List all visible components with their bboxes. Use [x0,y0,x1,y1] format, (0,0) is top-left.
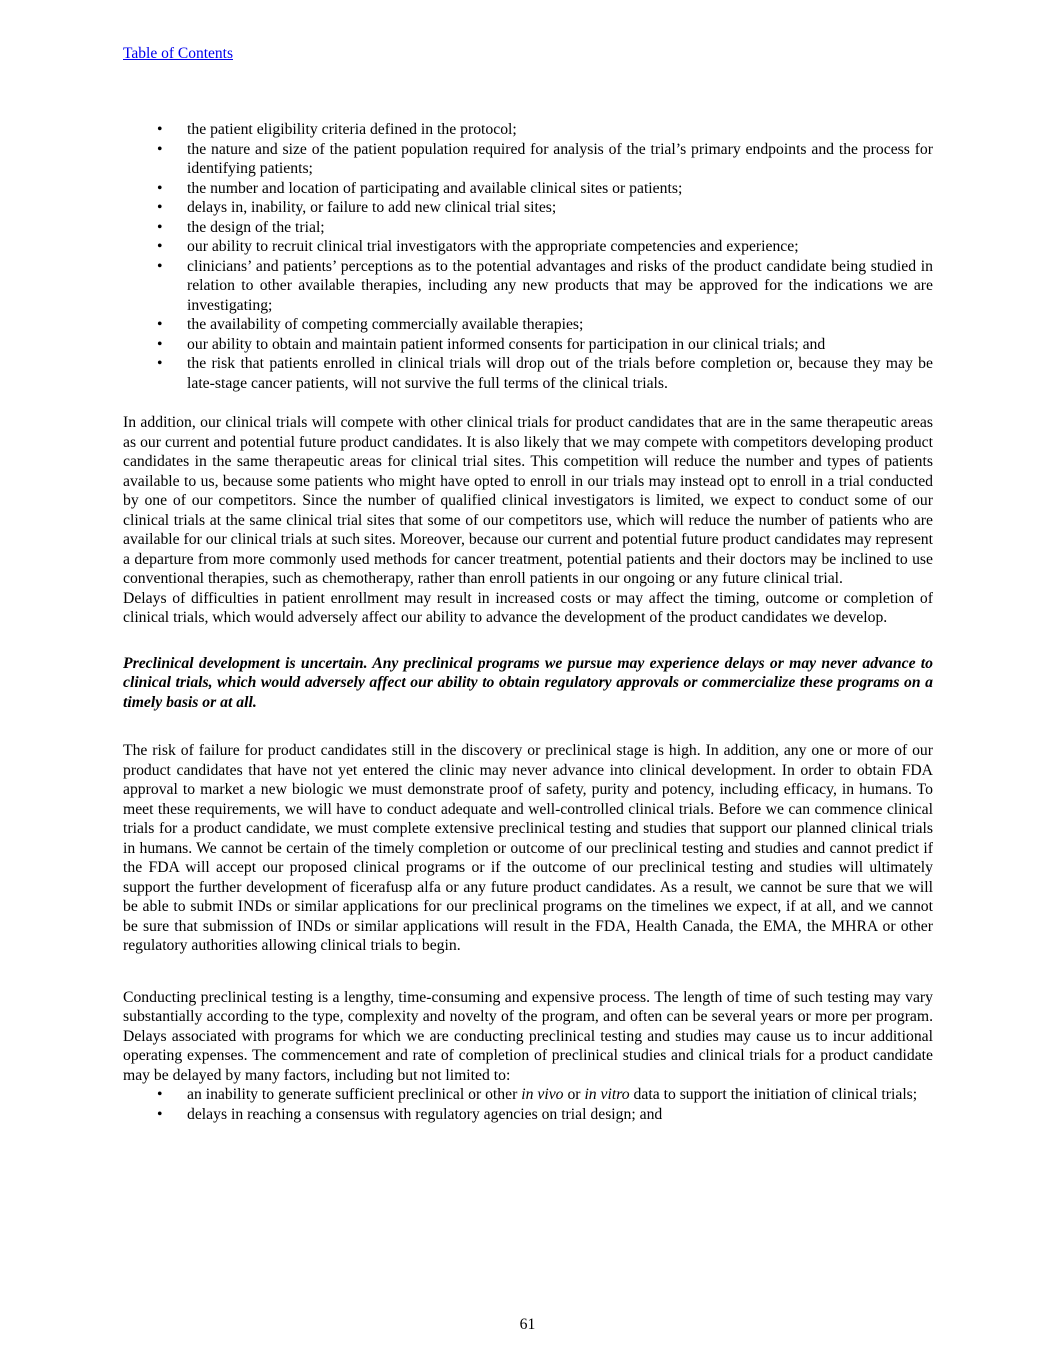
list-item-text: delays in reaching a consensus with regulatory agencies on trial design; and [187,1105,663,1123]
table-of-contents-link[interactable]: Table of Contents [123,45,233,62]
list-item [123,218,933,238]
list-item [123,198,933,218]
text-segment-italic: in vivo [521,1086,564,1103]
paragraph-enrollment-delays: Delays of difficulties in patient enrollment may result in increased costs or may affect the timing, outcome or completion of clinical trials, which would adversely affect our ability to advance the development of the product candidates we develop. [123,589,933,626]
list-item-text: the design of the trial; [187,218,325,236]
list-item [123,335,933,355]
page-body-text [123,120,933,1124]
list-item-text [187,1086,917,1103]
list-item [123,237,933,257]
text-segment-italic: in vitro [584,1086,630,1103]
bullet-icon: • [157,121,163,138]
bullet-icon: • [157,355,163,372]
bullet-icon: • [157,238,163,255]
paragraph-preclinical-risk: The risk of failure for product candidates still in the discovery or preclinical stage is high. In addition, any one or more of our product candidates that have not yet entered the clinic may never advance into clinical development. In order to obtain FDA approval to market a new biologic we must demonstrate proof of safety, purity and potency, including efficacy, in humans. To meet these requirements, we will have to conduct adequate and well-controlled clinical trials. Before we can commence clinical trials for a product candidate, we must complete extensive preclinical testing and studies that support our planned clinical trials in humans. We cannot be certain of the timely completion or outcome of our preclinical testing and studies and cannot predict if the FDA will accept our proposed clinical programs or if the outcome of our preclinical testing and studies will ultimately support the further development of ficerafusp alfa or any future product candidates. As a result, we cannot be sure that we will be able to submit INDs or similar applications for our preclinical programs on the timelines we expect, if at all, and we cannot be sure that submission of INDs or similar applications will result in the FDA, Health Canada, the EMA, the MHRA or other regulatory authorities allowing clinical trials to begin. [123,742,933,954]
delay-factors-bullet-list [123,1085,933,1124]
text-segment: or [563,1086,585,1103]
list-item-text: the availability of competing commercially available therapies; [187,316,584,333]
enrollment-factors-bullet-list [123,120,933,393]
risk-factor-heading-preclinical: Preclinical development is uncertain. Any preclinical programs we pursue may experience delays or may never advance to clinical trials, which would adversely affect our ability to obtain regulatory approvals or commercialize these programs on a timely basis or at all. [123,654,933,711]
text-segment: an inability to generate sufficient preclinical or other [187,1086,522,1103]
list-item-text: our ability to obtain and maintain patient informed consents for participation in our clinical trials; and [187,335,826,353]
bullet-icon: • [157,179,163,197]
list-item-text: our ability to recruit clinical trial investigators with the appropriate competencies and experience; [187,238,799,255]
bullet-icon: • [157,218,163,236]
bullet-icon: • [157,316,163,333]
list-item-text: clinicians’ and patients’ perceptions as to the potential advantages and risks of the product candidate being studied in relation to other available therapies, including any new products that may be approved for the indications we are investigating; [187,257,933,314]
bullet-icon: • [157,335,163,353]
list-item [123,1105,933,1125]
list-item-text: the patient eligibility criteria defined in the protocol; [187,121,517,138]
paragraph-trial-competition: In addition, our clinical trials will compete with other clinical trials for product candidates that are in the same therapeutic areas as our current and potential future product candidates. It is also likely that we may compete with competitors developing product candidates in the same therapeutic areas for clinical trial sites. This competition will reduce the number and types of patients available to us, because some patients who might have opted to enroll in our trials may instead opt to enroll in a trial conducted by one of our competitors. Since the number of qualified clinical investigators is limited, we expect to conduct some of our clinical trials at the same clinical trial sites that some of our competitors use, which will reduce the number of patients who are available for our clinical trials at such sites. Moreover, because our current and potential future product candidates may represent a departure from more commonly used methods for cancer treatment, potential patients and their doctors may be inclined to use conventional therapies, such as chemotherapy, rather than enroll patients in our ongoing or any future clinical trial. [123,414,933,587]
page-number: 61 [519,1316,536,1333]
bullet-icon: • [157,1105,163,1123]
bullet-icon: • [157,1086,163,1103]
list-item [123,257,933,316]
list-item [123,140,933,179]
list-item [123,179,933,199]
bullet-icon: • [157,140,163,158]
list-item-text: the number and location of participating and available clinical sites or patients; [187,179,683,197]
list-item-text: the risk that patients enrolled in clinical trials will drop out of the trials before completion or, because they may be late-stage cancer patients, will not survive the full terms of the clinical trials. [187,355,933,392]
paragraph-preclinical-testing: Conducting preclinical testing is a lengthy, time-consuming and expensive process. The length of time of such testing may vary substantially according to the type, complexity and novelty of the program, and often can be several years or more per program. Delays associated with programs for which we are conducting preclinical testing and studies may cause us to incur additional operating expenses. The commencement and rate of completion of preclinical studies and clinical trials for a product candidate may be delayed by many factors, including but not limited to: [123,988,933,1084]
list-item [123,315,933,335]
bullet-icon: • [157,199,163,216]
text-segment: data to support the initiation of clinical trials; [629,1086,918,1103]
list-item [123,120,933,140]
list-item-text: delays in, inability, or failure to add new clinical trial sites; [187,199,557,216]
list-item [123,354,933,393]
list-item-text: the nature and size of the patient population required for analysis of the trial’s primary endpoints and the process for identifying patients; [187,140,933,177]
list-item [123,1085,933,1105]
bullet-icon: • [157,257,163,275]
